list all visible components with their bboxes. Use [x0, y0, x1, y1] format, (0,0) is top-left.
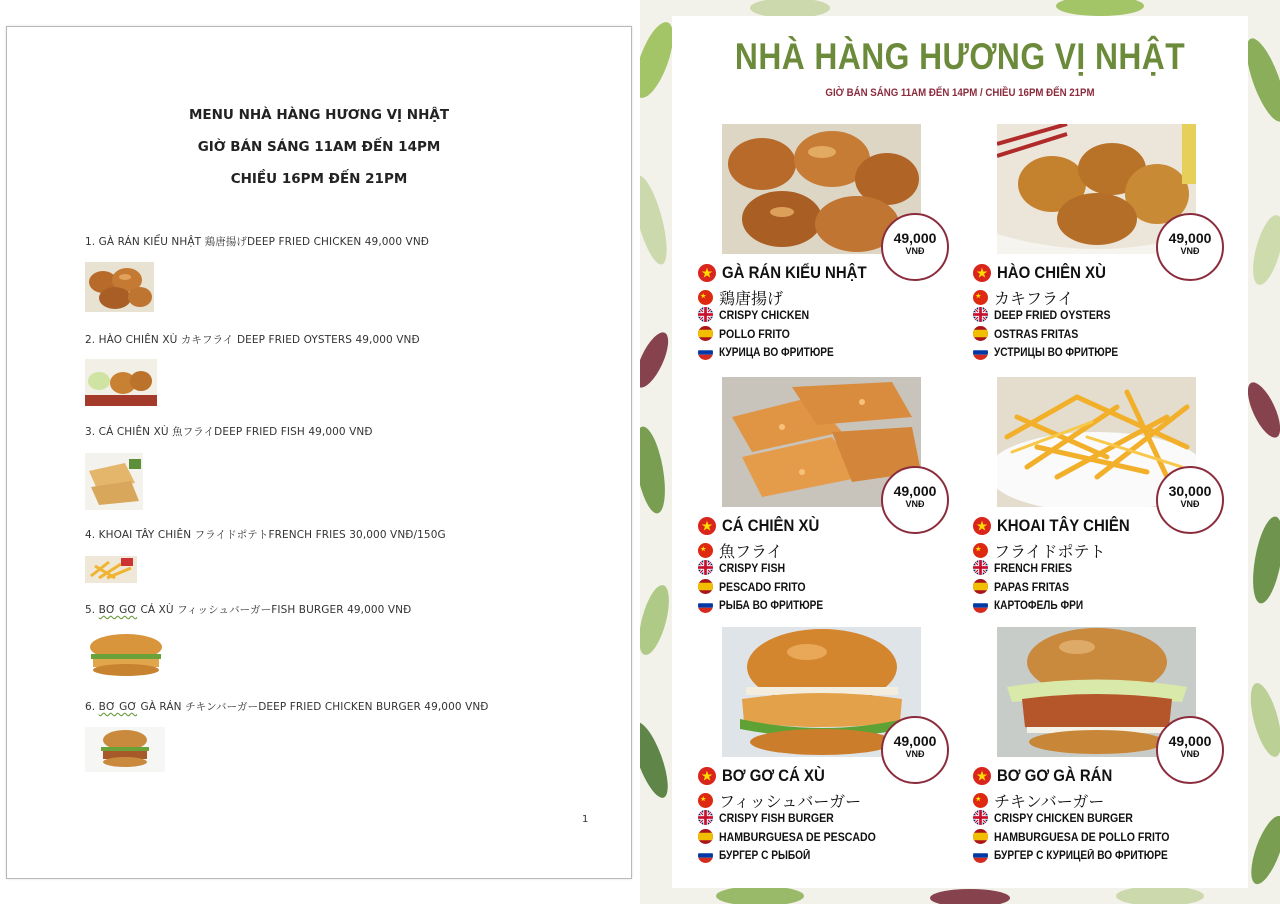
- uk-flag-icon: [698, 810, 713, 825]
- dish-name-english: CRISPY FISH BURGER: [698, 810, 849, 825]
- document-heading-line-1: MENU NHÀ HÀNG HƯƠNG VỊ NHẬT: [188, 107, 450, 123]
- dish-name-spanish: POLLO FRITO: [698, 326, 799, 341]
- vietnam-flag-icon: [973, 767, 991, 785]
- document-photo-french-fries: [85, 556, 137, 583]
- price-badge: 30,000 VNĐ: [1156, 466, 1224, 534]
- russia-flag-icon: [698, 598, 713, 613]
- document-heading-line-2: GIỜ BÁN SÁNG 11AM ĐẾN 14PM: [197, 139, 441, 155]
- spain-flag-icon: [973, 579, 988, 594]
- document-item-1: 1. GÀ RÁN KIỂU NHẬT 鶏唐揚げDEEP FRIED CHICKEN 49,000 VNĐ: [85, 236, 430, 248]
- dish-name-japanese: フィッシュバーガー: [698, 789, 861, 812]
- china-flag-icon: [698, 543, 713, 558]
- price-badge: 49,000 VNĐ: [881, 466, 949, 534]
- document-photo-chicken-burger: [85, 727, 165, 772]
- vietnam-flag-icon: [973, 264, 991, 282]
- dish-name-spanish: OSTRAS FRITAS: [973, 326, 1090, 341]
- dish-name-english: DEEP FRIED OYSTERS: [973, 307, 1126, 322]
- dish-name-vietnamese: BƠ GƠ CÁ XÙ: [698, 766, 839, 786]
- opening-hours: GIỜ BÁN SÁNG 11AM ĐẾN 14PM / CHIỀU 16PM ĐẾN 21PM: [825, 87, 1095, 99]
- price-badge: 49,000 VNĐ: [1156, 213, 1224, 281]
- dish-name-spanish: PESCADO FRITO: [698, 579, 817, 594]
- document-photo-fried-chicken: [85, 262, 154, 312]
- dish-name-russian: КАРТОФЕЛЬ ФРИ: [973, 598, 1095, 613]
- dish-card-fried-fish: [696, 377, 956, 622]
- dish-name-spanish: HAMBURGUESA DE PESCADO: [698, 829, 897, 844]
- dish-name-vietnamese: KHOAI TÂY CHIÊN: [973, 516, 1148, 536]
- spain-flag-icon: [973, 326, 988, 341]
- dish-name-japanese: フライドポテト: [973, 539, 1106, 562]
- dish-name-russian: БУРГЕР С КУРИЦЕЙ ВО ФРИТЮРЕ: [973, 848, 1191, 863]
- document-item-5: 5. BƠ GƠ CÁ XÙ フィッシュバーガーFISH BURGER 49,000 VNĐ: [85, 604, 412, 616]
- dish-name-russian: УСТРИЦЫ ВО ФРИТЮРЕ: [973, 345, 1135, 360]
- uk-flag-icon: [973, 560, 988, 575]
- dish-name-russian: РЫБА ВО ФРИТЮРЕ: [698, 598, 837, 613]
- russia-flag-icon: [698, 848, 713, 863]
- dish-name-vietnamese: BƠ GƠ GÀ RÁN: [973, 766, 1128, 786]
- russia-flag-icon: [973, 848, 988, 863]
- dish-name-spanish: PAPAS FRITAS: [973, 579, 1079, 594]
- menu-poster: [640, 0, 1280, 904]
- price-badge: 49,000 VNĐ: [881, 716, 949, 784]
- document-item-6: 6. BƠ GƠ GÀ RÁN チキンバーガーDEEP FRIED CHICKEN BURGER 49,000 VNĐ: [85, 701, 489, 713]
- dish-name-japanese: 魚フライ: [698, 539, 783, 562]
- spain-flag-icon: [973, 829, 988, 844]
- price-badge: 49,000 VNĐ: [1156, 716, 1224, 784]
- dish-name-vietnamese: HÀO CHIÊN XÙ: [973, 263, 1121, 283]
- uk-flag-icon: [973, 307, 988, 322]
- dish-card-fried-oysters: [971, 124, 1231, 369]
- vietnam-flag-icon: [698, 517, 716, 535]
- dish-name-japanese: 鶏唐揚げ: [698, 286, 783, 309]
- document-photo-fried-fish: [85, 453, 143, 510]
- china-flag-icon: [973, 290, 988, 305]
- spain-flag-icon: [698, 579, 713, 594]
- china-flag-icon: [698, 290, 713, 305]
- vietnam-flag-icon: [698, 264, 716, 282]
- document-page: [6, 26, 632, 879]
- document-item-2: 2. HÀO CHIÊN XÙ カキフライ DEEP FRIED OYSTERS 49,000 VNĐ: [85, 334, 420, 346]
- china-flag-icon: [973, 543, 988, 558]
- dish-name-english: FRENCH FRIES: [973, 560, 1083, 575]
- page-number: 1: [582, 814, 589, 825]
- document-heading-line-3: CHIỀU 16PM ĐẾN 21PM: [230, 171, 408, 187]
- russia-flag-icon: [973, 598, 988, 613]
- dish-name-spanish: HAMBURGUESA DE POLLO FRITO: [973, 829, 1193, 844]
- dish-name-english: CRISPY FISH: [698, 560, 794, 575]
- russia-flag-icon: [973, 345, 988, 360]
- dish-name-vietnamese: CÁ CHIÊN XÙ: [698, 516, 833, 536]
- dish-name-japanese: チキンバーガー: [973, 789, 1104, 812]
- document-photo-fish-burger: [85, 630, 167, 680]
- document-item-3: 3. CÁ CHIÊN XÙ 魚フライDEEP FRIED FISH 49,000 VNĐ: [85, 426, 373, 438]
- document-photo-fried-oysters: [85, 359, 157, 406]
- dish-name-english: CRISPY CHICKEN BURGER: [973, 810, 1152, 825]
- dish-name-vietnamese: GÀ RÁN KIỂU NHẬT: [698, 263, 886, 283]
- spain-flag-icon: [698, 829, 713, 844]
- vietnam-flag-icon: [973, 517, 991, 535]
- dish-name-japanese: カキフライ: [973, 286, 1074, 309]
- dish-card-french-fries: [971, 377, 1231, 622]
- dish-name-russian: БУРГЕР С РЫБОЙ: [698, 848, 823, 863]
- price-badge: 49,000 VNĐ: [881, 213, 949, 281]
- uk-flag-icon: [698, 307, 713, 322]
- menu-card: [672, 16, 1248, 888]
- dish-card-chicken-burger: [971, 627, 1231, 872]
- spain-flag-icon: [698, 326, 713, 341]
- china-flag-icon: [698, 793, 713, 808]
- dish-name-russian: КУРИЦА ВО ФРИТЮРЕ: [698, 345, 849, 360]
- dish-card-fish-burger: [696, 627, 956, 872]
- china-flag-icon: [973, 793, 988, 808]
- dish-name-english: CRISPY CHICKEN: [698, 307, 821, 322]
- uk-flag-icon: [973, 810, 988, 825]
- uk-flag-icon: [698, 560, 713, 575]
- dish-card-fried-chicken: [696, 124, 956, 369]
- vietnam-flag-icon: [698, 767, 716, 785]
- menu-title: NHÀ HÀNG HƯƠNG VỊ NHẬT: [734, 36, 1186, 77]
- document-item-4: 4. KHOAI TÂY CHIÊN フライドポテトFRENCH FRIES 30,000 VNĐ/150G: [85, 529, 446, 541]
- russia-flag-icon: [698, 345, 713, 360]
